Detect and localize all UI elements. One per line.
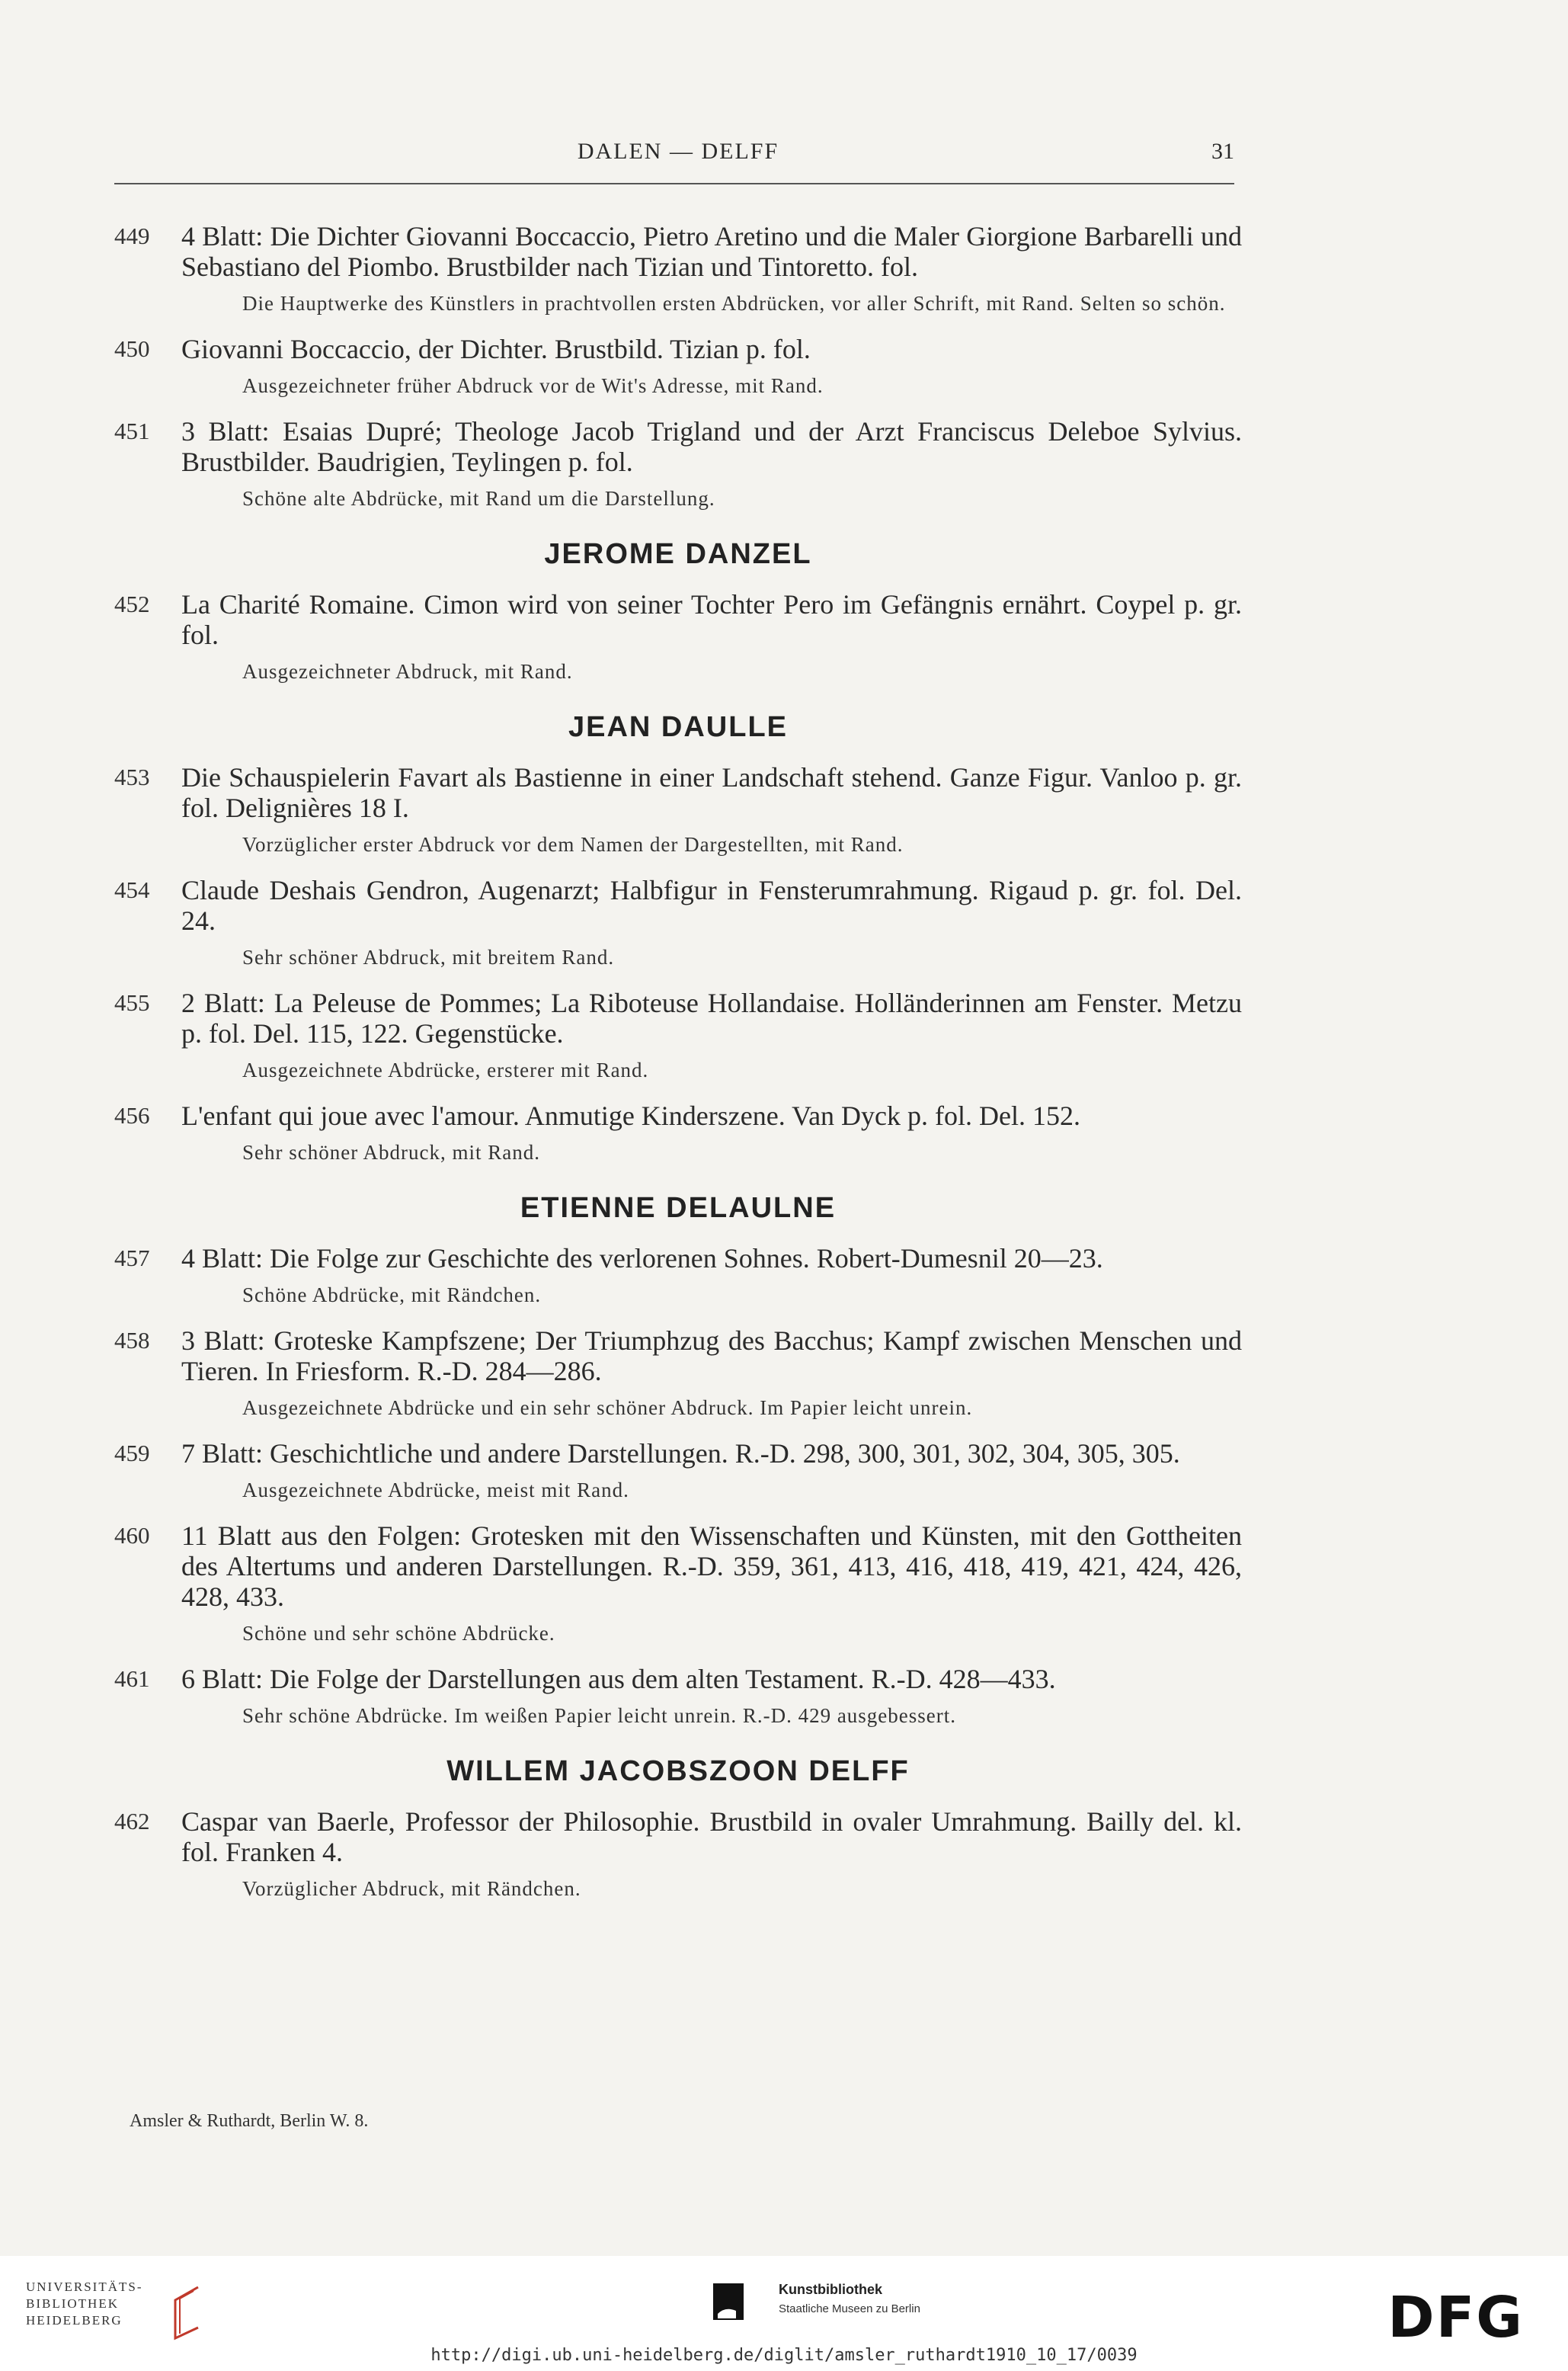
lot-entry xyxy=(114,1325,1242,1421)
lot-condition-note: Ausgezeichnete Abdrücke und ein sehr schöner Abdruck. Im Papier leicht unrein. xyxy=(242,1396,973,1419)
lot-number: 451 xyxy=(114,418,150,444)
artist-heading: JEAN DAULLE xyxy=(568,711,789,743)
lot-entry xyxy=(114,1520,1242,1647)
kunstbibliothek-title: Kunstbibliothek xyxy=(779,2282,882,2297)
lot-number: 454 xyxy=(114,876,150,903)
lot-entry xyxy=(114,1243,1242,1309)
lot-description: 4 Blatt: Die Dichter Giovanni Boccaccio, Pietro Aretino und die Maler Giorgione Barbarelli und Sebastiano del Piombo. Brustbilder nach Tizian und Tintoretto. fol. xyxy=(181,221,1242,282)
lot-number: 460 xyxy=(114,1522,150,1549)
lot-number: 450 xyxy=(114,335,150,362)
lot-condition-note: Schöne und sehr schöne Abdrücke. xyxy=(242,1622,555,1645)
lot-condition-note: Schöne Abdrücke, mit Rändchen. xyxy=(242,1283,542,1306)
lot-entry xyxy=(114,1806,1242,1902)
lot-description: 3 Blatt: Groteske Kampfszene; Der Triumphzug des Bacchus; Kampf zwischen Menschen und Tieren. In Friesform. R.-D. 284—286. xyxy=(181,1325,1242,1386)
lot-number: 458 xyxy=(114,1327,150,1354)
lot-entry xyxy=(114,1664,1242,1729)
publisher-imprint: Amsler & Ruthardt, Berlin W. 8. xyxy=(130,2111,369,2131)
lot-condition-note: Ausgezeichnete Abdrücke, meist mit Rand. xyxy=(242,1479,629,1501)
kunstbibliothek-subtitle: Staatliche Museen zu Berlin xyxy=(779,2302,920,2315)
university-line-2: BIBLIOTHEK xyxy=(26,2296,119,2311)
lot-entry xyxy=(114,221,1242,317)
lot-description: Claude Deshais Gendron, Augenarzt; Halbfigur in Fensterumrahmung. Rigaud p. gr. fol. Del. 24. xyxy=(181,875,1242,936)
lot-entry xyxy=(114,1438,1242,1504)
lot-number: 462 xyxy=(114,1808,150,1834)
lot-entry xyxy=(114,416,1242,512)
page-number: 31 xyxy=(1211,139,1234,164)
lot-number: 453 xyxy=(114,764,150,790)
lot-condition-note: Die Hauptwerke des Künstlers in prachtvollen ersten Abdrücken, vor aller Schrift, mit Rand. Selten so schön. xyxy=(242,292,1226,315)
running-title: DALEN — DELFF xyxy=(577,139,779,164)
lot-entry xyxy=(114,875,1242,971)
catalogue-entries xyxy=(114,221,1242,1919)
lot-description: La Charité Romaine. Cimon wird von seiner Tochter Pero im Gefängnis ernährt. Coypel p. gr. fol. xyxy=(181,589,1242,650)
lot-description: 6 Blatt: Die Folge der Darstellungen aus dem alten Testament. R.-D. 428—433. xyxy=(181,1664,1056,1694)
lot-number: 449 xyxy=(114,223,150,249)
lot-condition-note: Ausgezeichnete Abdrücke, ersterer mit Rand. xyxy=(242,1059,649,1081)
lot-condition-note: Ausgezeichneter Abdruck, mit Rand. xyxy=(242,660,573,683)
lot-description: L'enfant qui joue avec l'amour. Anmutige Kinderszene. Van Dyck p. fol. Del. 152. xyxy=(181,1101,1081,1131)
header-rule xyxy=(114,183,1234,184)
permalink-url[interactable]: http://digi.ub.uni-heidelberg.de/diglit/amsler_ruthardt1910_10_17/0039 xyxy=(430,2346,1138,2365)
kunstbibliothek-logo[interactable] xyxy=(713,2277,957,2338)
lot-condition-note: Vorzüglicher Abdruck, mit Rändchen. xyxy=(242,1877,581,1900)
lot-description: Giovanni Boccaccio, der Dichter. Brustbild. Tizian p. fol. xyxy=(181,334,811,364)
lot-entry xyxy=(114,762,1242,858)
lot-description: 11 Blatt aus den Folgen: Grotesken mit den Wissenschaften und Künsten, mit den Gottheiten des Altertums und anderen Darstellungen. R.-D. 359, 361, 413, 416, 418, 419, 421, 424, 426, 428, 433. xyxy=(181,1520,1242,1612)
lot-entry xyxy=(114,1101,1242,1166)
kunstbibliothek-mark-icon xyxy=(713,2283,751,2329)
university-line-3: HEIDELBERG xyxy=(26,2313,123,2328)
lot-number: 455 xyxy=(114,989,150,1016)
viewer-footer xyxy=(0,2256,1568,2371)
lot-number: 461 xyxy=(114,1665,150,1692)
lot-entry xyxy=(114,988,1242,1084)
lot-number: 456 xyxy=(114,1102,150,1129)
artist-heading: ETIENNE DELAULNE xyxy=(520,1192,837,1224)
artist-heading: JEROME DANZEL xyxy=(544,538,812,570)
lot-condition-note: Vorzüglicher erster Abdruck vor dem Namen der Dargestellten, mit Rand. xyxy=(242,833,904,856)
lot-condition-note: Sehr schöner Abdruck, mit breitem Rand. xyxy=(242,946,615,969)
lot-number: 457 xyxy=(114,1245,150,1271)
university-library-logo[interactable] xyxy=(26,2279,201,2347)
lot-description: Die Schauspielerin Favart als Bastienne in einer Landschaft stehend. Ganze Figur. Vanloo p. gr. fol. Delignières 18 I. xyxy=(181,762,1242,823)
university-line-1: UNIVERSITÄTS- xyxy=(26,2280,143,2294)
lot-description: 4 Blatt: Die Folge zur Geschichte des verlorenen Sohnes. Robert-Dumesnil 20—23. xyxy=(181,1243,1103,1274)
lot-condition-note: Sehr schöner Abdruck, mit Rand. xyxy=(242,1141,540,1164)
lot-condition-note: Sehr schöne Abdrücke. Im weißen Papier leicht unrein. R.-D. 429 ausgebessert. xyxy=(242,1704,957,1727)
lot-description: 2 Blatt: La Peleuse de Pommes; La Riboteuse Hollandaise. Holländerinnen am Fenster. Metzu p. fol. Del. 115, 122. Gegenstücke. xyxy=(181,988,1242,1049)
lot-number: 452 xyxy=(114,591,150,617)
lot-number: 459 xyxy=(114,1440,150,1466)
lot-condition-note: Ausgezeichneter früher Abdruck vor de Wit's Adresse, mit Rand. xyxy=(242,374,824,397)
university-mark-icon xyxy=(160,2283,206,2344)
lot-description: 7 Blatt: Geschichtliche und andere Darstellungen. R.-D. 298, 300, 301, 302, 304, 305, 305. xyxy=(181,1438,1180,1469)
artist-heading: WILLEM JACOBSZOON DELFF xyxy=(446,1755,910,1787)
page-header xyxy=(122,139,1234,177)
dfg-logo[interactable]: DFG xyxy=(1387,2285,1524,2350)
lot-description: Caspar van Baerle, Professor der Philosophie. Brustbild in ovaler Umrahmung. Bailly del. kl. fol. Franken 4. xyxy=(181,1806,1242,1867)
lot-entry xyxy=(114,589,1242,685)
lot-description: 3 Blatt: Esaias Dupré; Theologe Jacob Trigland und der Arzt Franciscus Deleboe Sylvius. Brustbilder. Baudrigien, Teylingen p. fol. xyxy=(181,416,1242,477)
lot-condition-note: Schöne alte Abdrücke, mit Rand um die Darstellung. xyxy=(242,487,715,510)
lot-entry xyxy=(114,334,1242,399)
